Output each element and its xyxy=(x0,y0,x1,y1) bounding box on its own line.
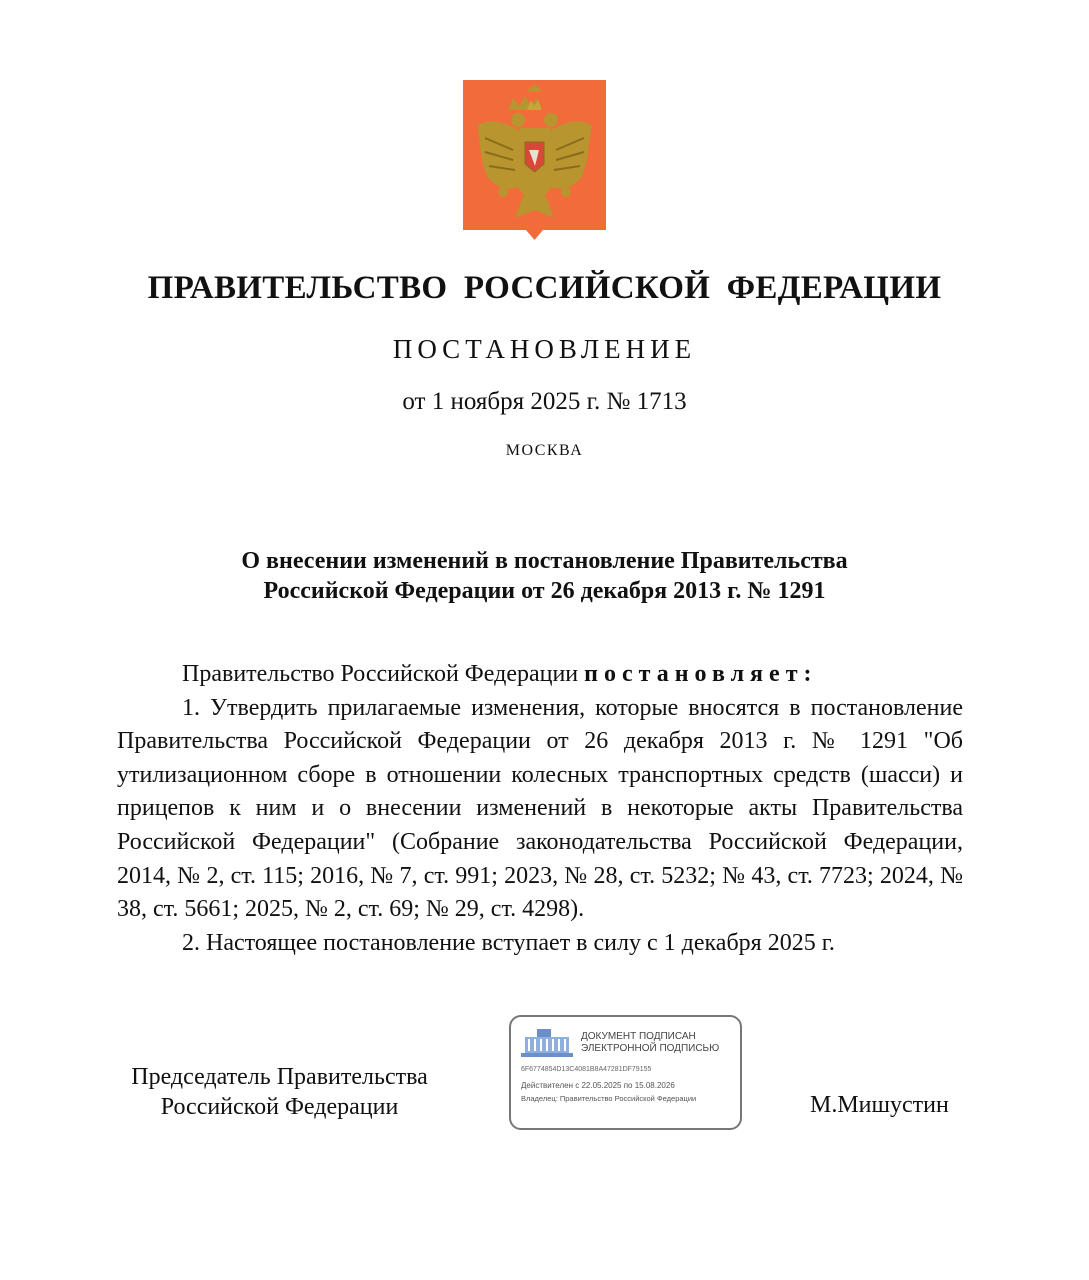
electronic-signature-stamp xyxy=(509,1015,742,1130)
document-date-number: от 1 ноября 2025 г. № 1713 xyxy=(402,388,687,415)
subject-line-2: Российской Федерации от 26 декабря 2013 г. № 1291 xyxy=(263,578,826,604)
document-subject xyxy=(0,546,1089,606)
stamp-title-line-2: ЭЛЕКТРОННОЙ ПОДПИСЬЮ xyxy=(581,1043,720,1054)
stamp-validity-period: Действителен с 22.05.2025 по 15.08.2026 xyxy=(521,1081,675,1090)
subject-line-1: О внесении изменений в постановление Правительства xyxy=(241,548,848,574)
signatory-position-line-2: Российской Федерации xyxy=(160,1094,399,1120)
government-building-icon xyxy=(519,1027,575,1059)
stamp-title-line-1: ДОКУМЕНТ ПОДПИСАН xyxy=(581,1031,696,1042)
document-type: ПОСТАНОВЛЕНИЕ xyxy=(392,334,697,364)
document-body xyxy=(117,658,963,960)
signatory-position-line-1: Председатель Правительства xyxy=(131,1064,428,1090)
intro-paragraph xyxy=(117,658,963,692)
signatory-position xyxy=(117,1062,442,1122)
paragraph-1: 1. Утвердить прилагаемые изменения, которые вносятся в постановление Правительства Российской Федерации от 26 декабря 2013 г. № 1291 "Об утилизационном сборе в отношении колесных транспортных средств (шасси) и прицепов к ним и о внесении изменений в некоторые акты Правительства Российской Федерации" (Собрание законодательства Российской Федерации, 2014, № 2, ст. 115; 2016, № 7, ст. 991; 2023, № 28, ст. 5232; № 43, ст. 7723; 2024, № 38, ст. 5661; 2025, № 2, ст. 69; № 29, ст. 4298). xyxy=(117,694,963,923)
stamp-title xyxy=(581,1031,741,1055)
stamp-owner: Владелец: Правительство Российской Федерации xyxy=(521,1094,697,1103)
government-title: ПРАВИТЕЛЬСТВО РОССИЙСКОЙ ФЕДЕРАЦИИ xyxy=(147,270,942,306)
intro-text: Правительство Российской Федерации xyxy=(182,661,585,687)
signatory-name: М.Мишустин xyxy=(810,1092,949,1118)
intro-verb: постановляет: xyxy=(584,661,818,687)
paragraph-2: 2. Настоящее постановление вступает в силу с 1 декабря 2025 г. xyxy=(182,929,835,956)
coat-of-arms-emblem xyxy=(463,80,606,242)
stamp-certificate-number: 6F6774854D13C4081B8A47281DF79155 xyxy=(521,1066,652,1073)
document-city: МОСКВА xyxy=(505,442,584,459)
